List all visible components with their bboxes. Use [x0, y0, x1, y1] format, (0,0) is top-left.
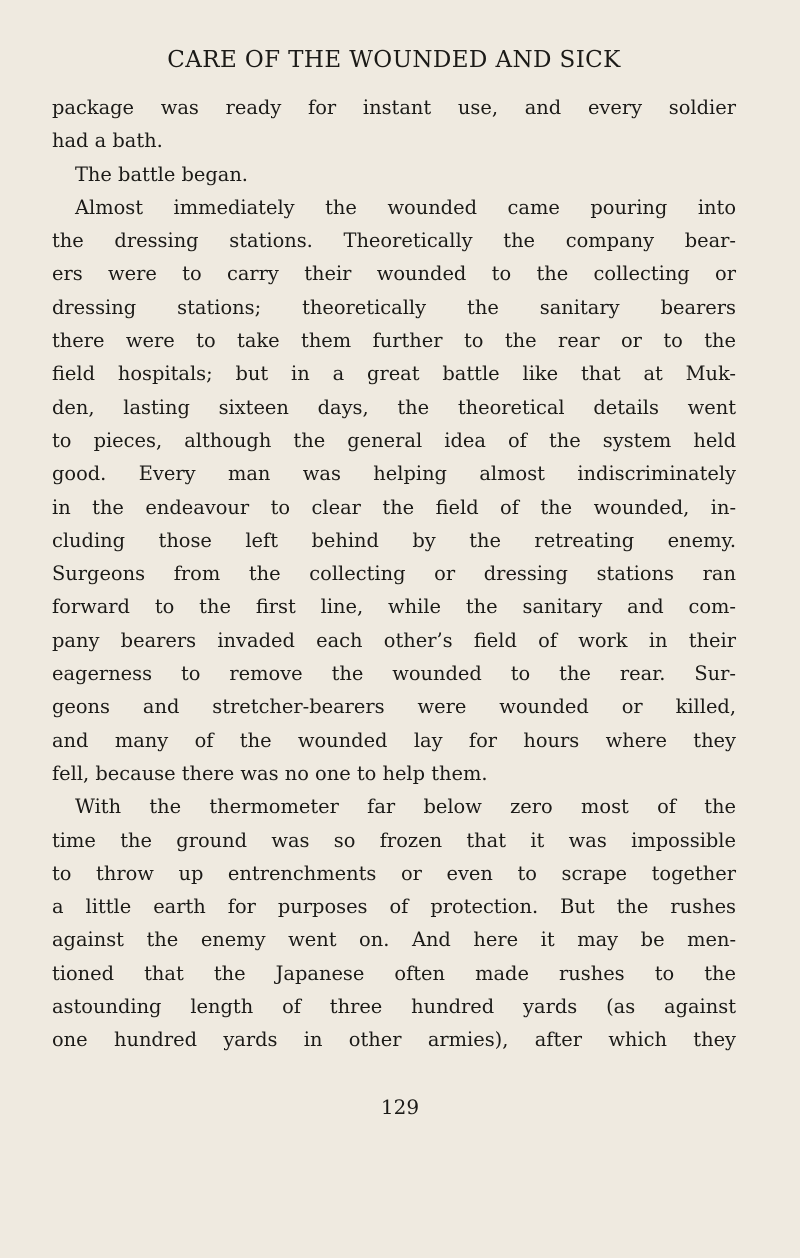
text-line: a little earth for purposes of protection. But the rushes	[52, 895, 736, 919]
text-line: forward to the first line, while the sanitary and com-	[52, 595, 736, 619]
text-line: cluding those left behind by the retreating enemy.	[52, 528, 736, 552]
text-line: With the thermometer far below zero most of the	[75, 795, 736, 819]
page-number: 129	[380, 1095, 420, 1119]
text-line: against the enemy went on. And here it may be men-	[52, 928, 736, 952]
running-head: CARE OF THE WOUNDED AND SICK	[167, 47, 621, 73]
text-line: field hospitals; but in a great battle like that at Muk-	[52, 362, 736, 386]
text-line: to throw up entrenchments or even to scrape together	[52, 861, 736, 885]
text-line: The battle began.	[75, 162, 248, 186]
text-line: good. Every man was helping almost indiscriminately	[52, 462, 736, 486]
text-line: package was ready for instant use, and every soldier	[52, 96, 736, 119]
text-line: dressing stations; theoretically the sanitary bearers	[52, 295, 736, 319]
text-line: pany bearers invaded each other’s field of work in their	[52, 628, 736, 652]
text-line: and many of the wounded lay for hours where they	[52, 728, 736, 752]
text-line: there were to take them further to the rear or to the	[52, 329, 736, 353]
text-line: time the ground was so frozen that it was impossible	[52, 828, 736, 852]
text-line: tioned that the Japanese often made rushes to the	[52, 961, 736, 985]
text-line: one hundred yards in other armies), after which they	[52, 1028, 736, 1052]
text-line: to pieces, although the general idea of the system held	[52, 428, 736, 452]
text-line: geons and stretcher-bearers were wounded or killed,	[52, 695, 736, 719]
text-line: den, lasting sixteen days, the theoretical details went	[52, 395, 736, 419]
body-text	[52, 91, 736, 1057]
text-line: Surgeons from the collecting or dressing stations ran	[52, 562, 736, 586]
text-line: the dressing stations. Theoretically the company bear-	[52, 229, 736, 253]
text-line: Almost immediately the wounded came pouring into	[75, 195, 736, 219]
text-line: ers were to carry their wounded to the collecting or	[52, 262, 736, 286]
text-line: astounding length of three hundred yards (as against	[52, 995, 736, 1019]
text-line: eagerness to remove the wounded to the rear. Sur-	[52, 662, 736, 686]
text-line: fell, because there was no one to help them.	[52, 761, 488, 785]
text-line: had a bath.	[52, 129, 163, 153]
text-line: in the endeavour to clear the field of the wounded, in-	[52, 495, 736, 519]
